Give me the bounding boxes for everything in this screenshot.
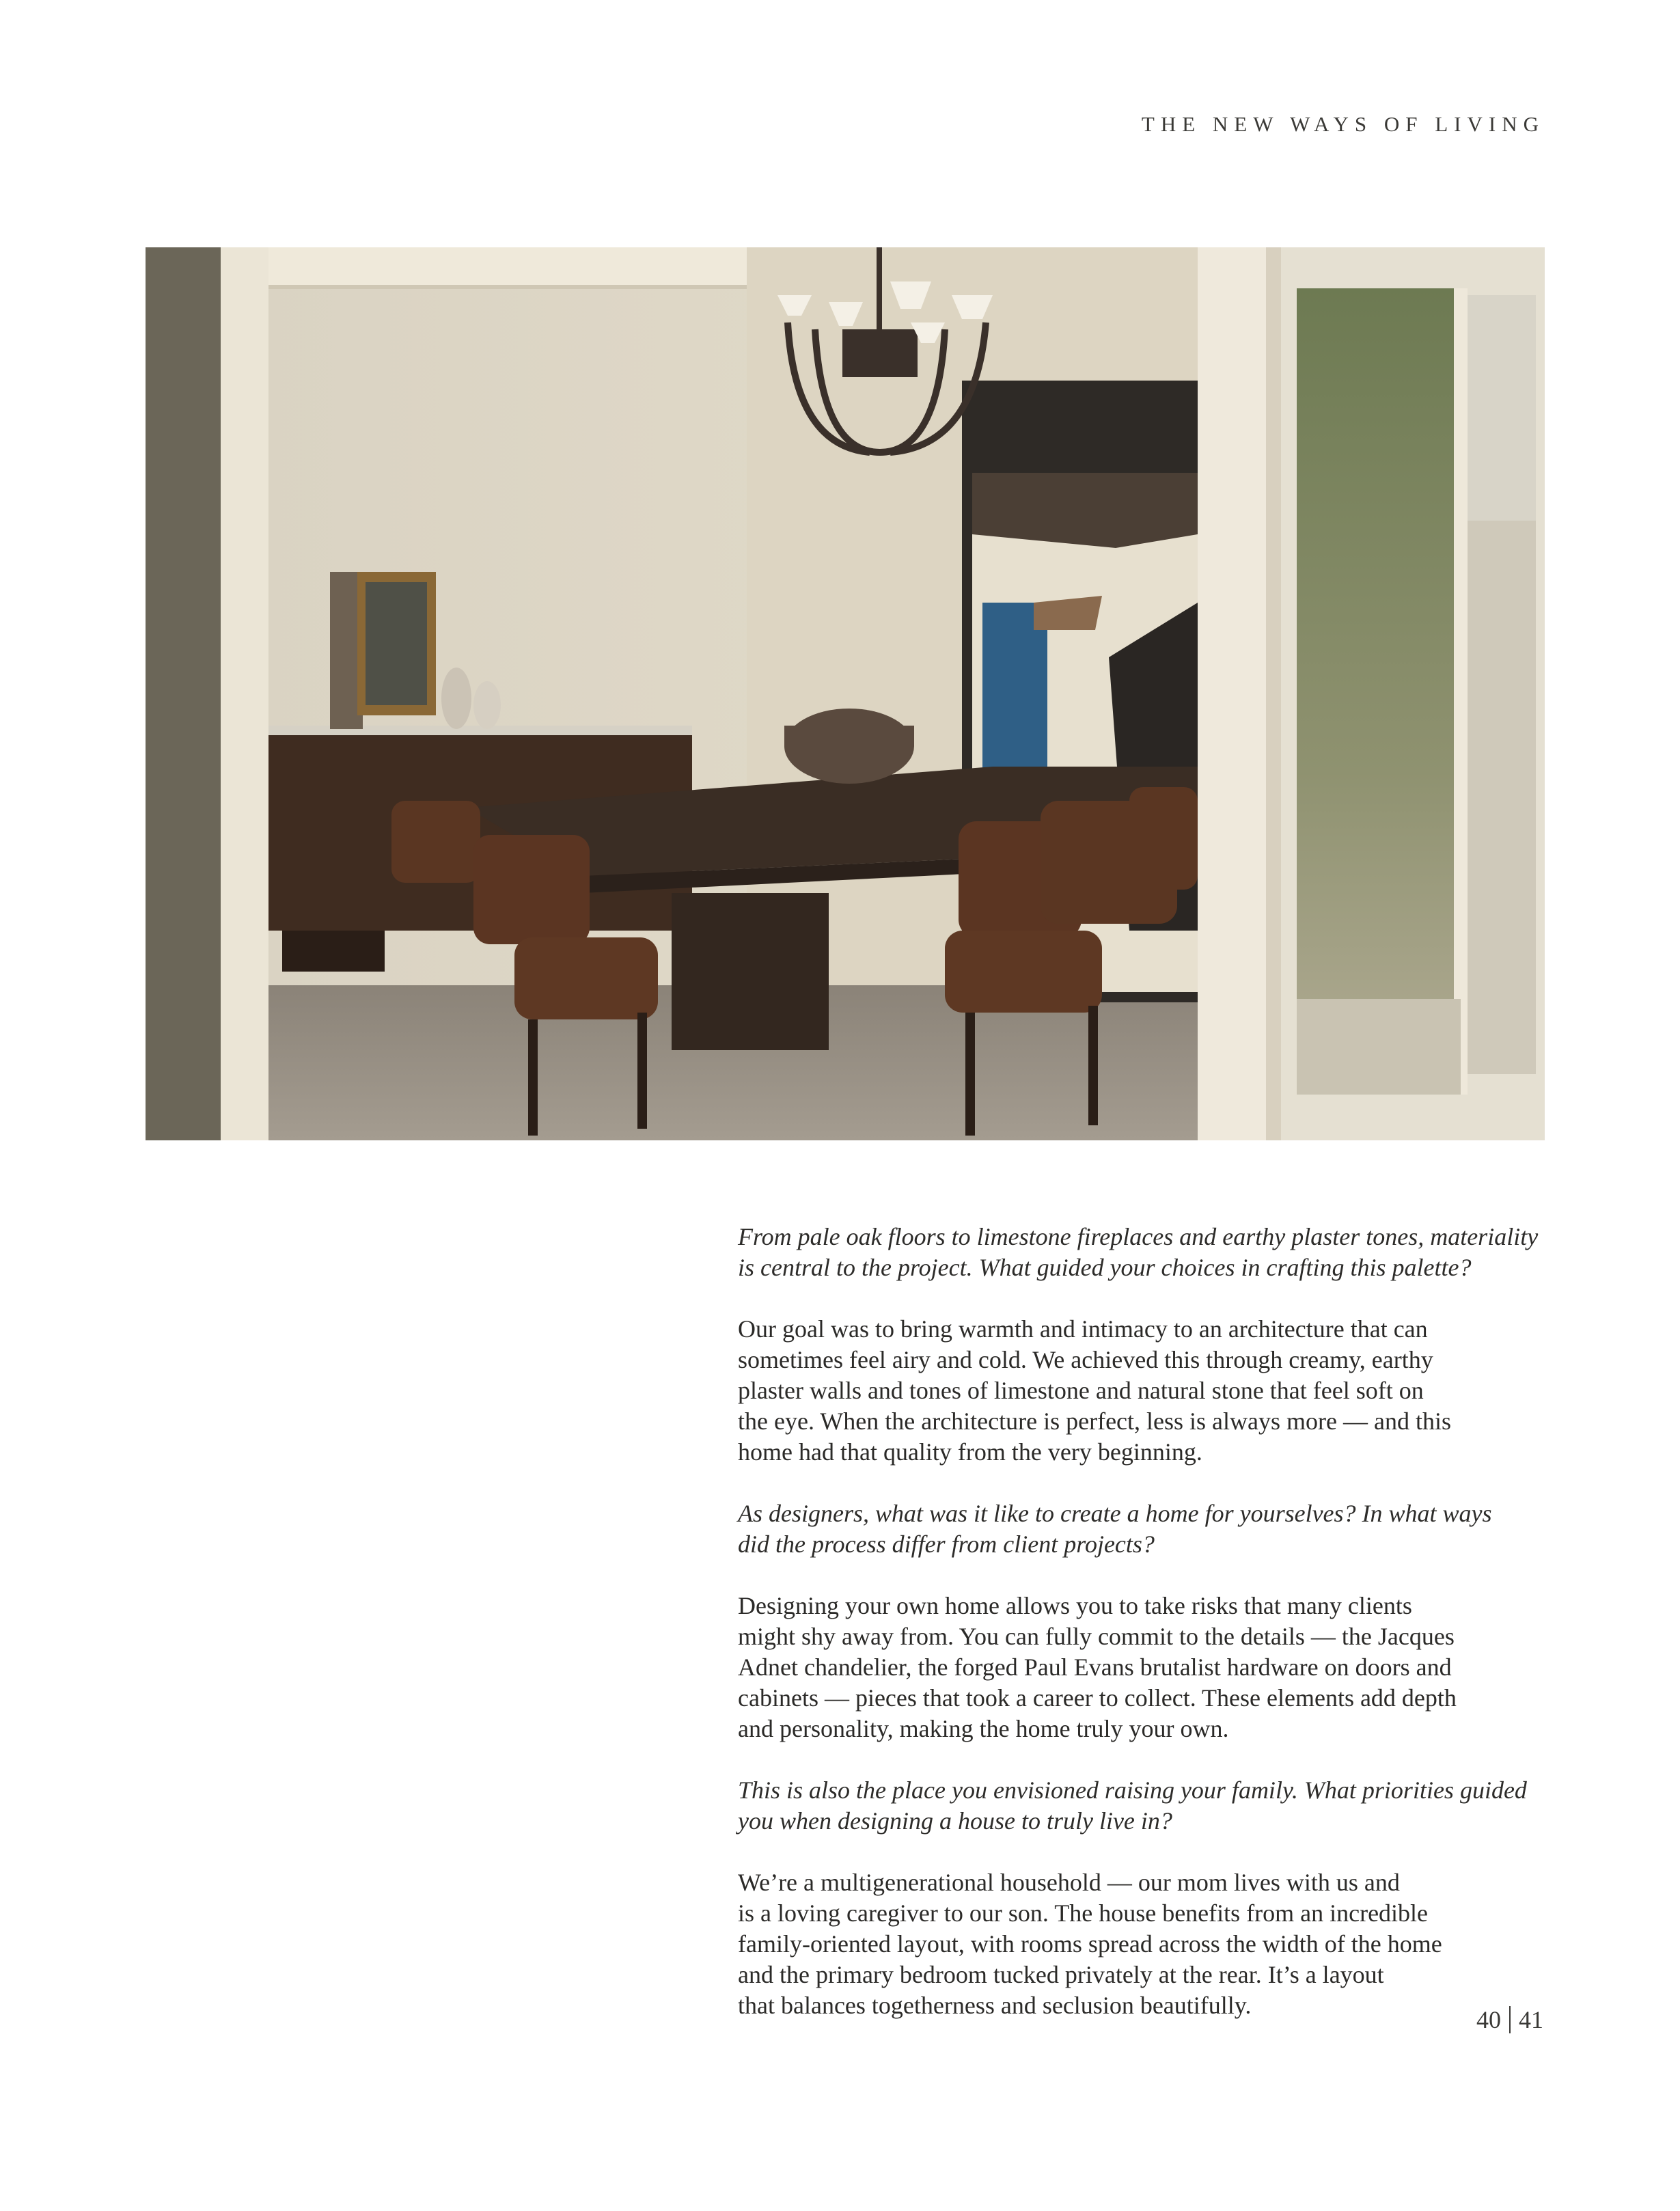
dining-room-photograph	[146, 247, 1545, 1140]
running-header: THE NEW WAYS OF LIVING	[1141, 112, 1545, 136]
answer-paragraph: We’re a multigenerational household — our mom lives with us and is a loving caregiver to our son. The house benefits from an incredible family-oriented layout, with rooms spread across the width of the home and the primary bedroom tucked privately at the rear. It’s a layout that balances togetherness and seclusion beautifully.	[738, 1869, 1442, 2019]
page-number-divider	[1509, 2006, 1511, 2033]
page-numbers	[1476, 2005, 1543, 2034]
page-number-right: 41	[1519, 2006, 1543, 2033]
interview-body	[738, 1222, 1558, 2052]
question-paragraph: This is also the place you envisioned raising your family. What priorities guided you when designing a house to truly live in?	[738, 1776, 1527, 1835]
question-paragraph: As designers, what was it like to create a home for yourselves? In what ways did the process differ from client projects?	[738, 1500, 1492, 1558]
question-paragraph: From pale oak floors to limestone fireplaces and earthy plaster tones, materiality is central to the project. What guided your choices in crafting this palette?	[738, 1223, 1539, 1281]
page-number-left: 40	[1476, 2006, 1501, 2033]
answer-paragraph: Designing your own home allows you to take risks that many clients might shy away from. You can fully commit to the details — the Jacques Adnet chandelier, the forged Paul Evans brutalist hardware on doors and cabinets — pieces that took a career to collect. These elements add depth and personality, making the home truly your own.	[738, 1592, 1457, 1742]
answer-paragraph: Our goal was to bring warmth and intimacy to an architecture that can sometimes feel airy and cold. We achieved this through creamy, earthy plaster walls and tones of limestone and natural stone that feel soft on the eye. When the architecture is perfect, less is always more — and this home had that quality from the very beginning.	[738, 1315, 1451, 1466]
